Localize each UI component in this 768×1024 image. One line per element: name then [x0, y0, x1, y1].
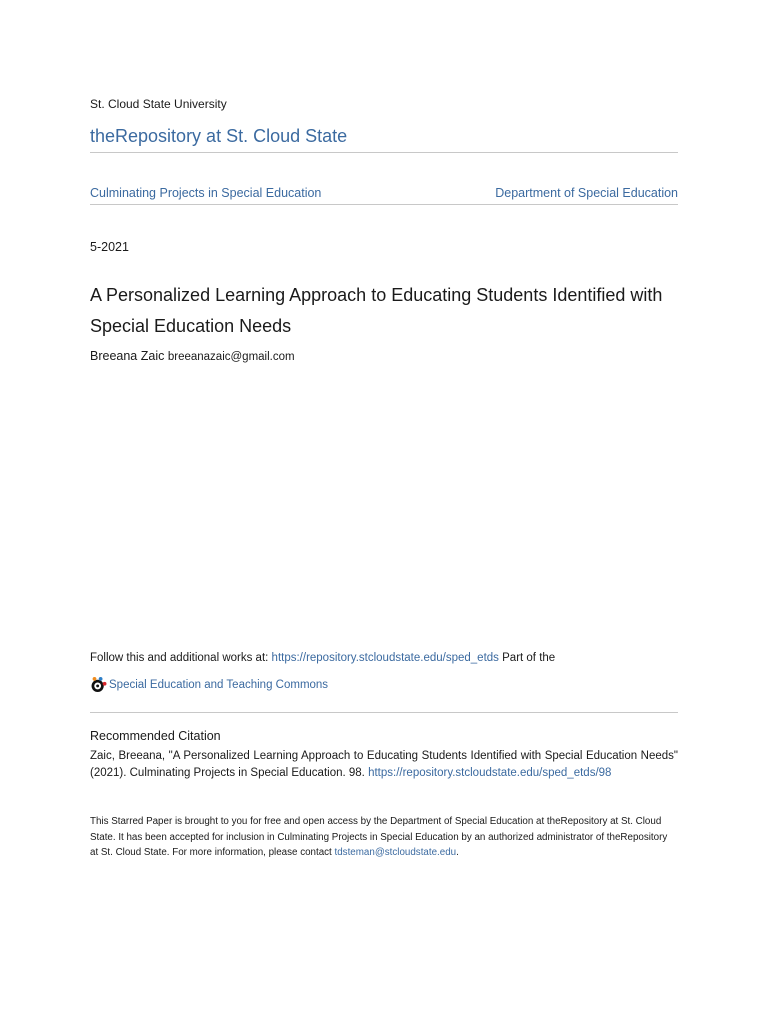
series-url-link[interactable]: https://repository.stcloudstate.edu/sped_etds	[271, 652, 499, 664]
culminating-projects-link[interactable]: Culminating Projects in Special Education	[90, 186, 322, 200]
author-email[interactable]: breeanazaic@gmail.com	[167, 351, 295, 363]
citation-heading: Recommended Citation	[90, 729, 221, 743]
header-divider	[90, 152, 678, 153]
citation-divider	[90, 712, 678, 713]
collection-links	[90, 186, 678, 200]
university-name: St. Cloud State University	[90, 97, 227, 111]
follow-suffix: Part of the	[502, 652, 556, 664]
follow-prefix: Follow this and additional works at:	[90, 652, 269, 664]
commons-link[interactable]: Special Education and Teaching Commons	[109, 679, 329, 691]
follow-line	[90, 652, 555, 664]
notice-end: .	[456, 847, 459, 858]
citation-text: Zaic, Breeana, "A Personalized Learning Approach to Educating Students Identified with Special Education Needs" (2021). Culminating Projects in Special Education. 98.	[90, 750, 678, 779]
author-line	[90, 349, 295, 363]
nav-divider	[90, 204, 678, 205]
citation-body	[90, 748, 678, 782]
department-link[interactable]: Department of Special Education	[495, 186, 678, 200]
publication-date: 5-2021	[90, 240, 129, 254]
commons-line	[90, 673, 328, 697]
contact-email-link[interactable]: tdsteman@stcloudstate.edu	[334, 847, 457, 858]
repository-link[interactable]: theRepository at St. Cloud State	[90, 126, 348, 146]
access-notice	[90, 814, 678, 861]
network-commons-icon	[90, 676, 108, 694]
paper-title: A Personalized Learning Approach to Educating Students Identified with Special Education Needs	[90, 285, 663, 336]
citation-url-link[interactable]: https://repository.stcloudstate.edu/sped_etds/98	[368, 767, 612, 779]
cover-page	[90, 0, 678, 1024]
notice-text: This Starred Paper is brought to you for free and open access by the Department of Special Education at theRepository at St. Cloud State. It has been accepted for inclusion in Culminating Projects in Special Education by an authorized administrator of theRepository at St. Cloud State. For more information, please contact	[90, 816, 668, 858]
author-name: Breeana Zaic	[90, 349, 165, 363]
